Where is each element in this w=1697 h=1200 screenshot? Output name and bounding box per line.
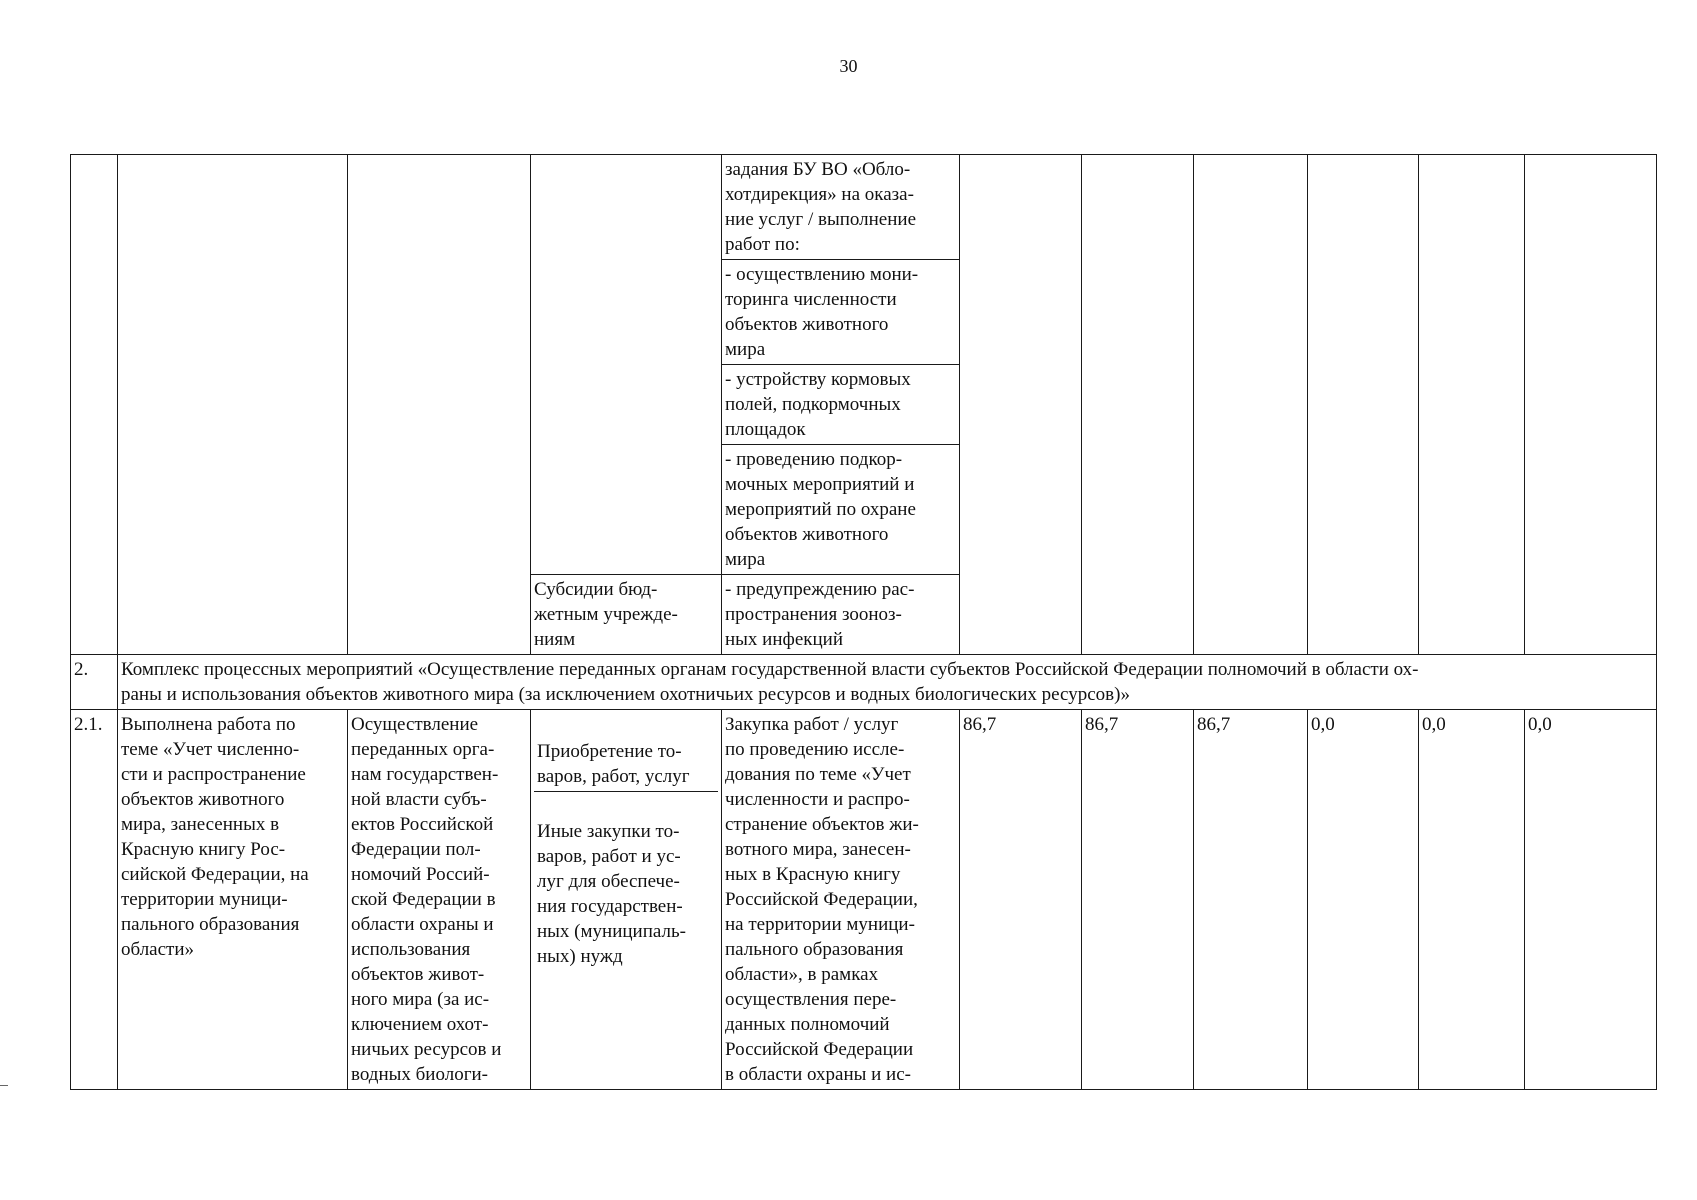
section-number: 2. xyxy=(71,655,118,710)
cell-value xyxy=(1082,155,1194,655)
cell-value xyxy=(1308,155,1419,655)
row-number: 2.1. xyxy=(71,710,118,1090)
continuation-row xyxy=(71,155,1657,260)
cell-description: - устройству кормовых полей, подкормочных площадок xyxy=(722,365,960,445)
section-title: Комплекс процессных мероприятий «Осуществление переданных органам государственной власти субъектов Российской Федерации полномочий в области ох- раны и использования объектов животного мира (за исключением охотничьих ресурсов и водных биологических ресурсов)» xyxy=(118,655,1657,710)
cell-expense-type xyxy=(531,155,722,575)
page-number: 30 xyxy=(839,56,858,76)
margin-mark xyxy=(0,1085,8,1086)
cell-expense-type: Субсидии бюд- жетным учрежде- ниям xyxy=(531,575,722,655)
cell-value xyxy=(960,155,1082,655)
cell-description: - осуществлению мони- торинга численности объектов животного мира xyxy=(722,260,960,365)
cell-value xyxy=(1419,155,1525,655)
budget-table xyxy=(70,154,1657,1090)
cell-result: Выполнена работа по теме «Учет численно- сти и распространение объектов животного мира, занесенных в Красную книгу Рос- сийской Федерации, на территории муници- пального образования области» xyxy=(118,710,348,1090)
cell-expense-type xyxy=(531,710,722,1090)
expense-type: Приобретение то- варов, работ, услуг xyxy=(534,737,718,792)
cell-description: Закупка работ / услуг по проведению иссле- дования по теме «Учет численности и распро- странение объектов жи- вотного мира, занесен- ных в Красную книгу Российской Федерации, на территории муници- пального образования области», в рамках осуществления пере- данных полномочий Российской Федерации в области охраны и ис- xyxy=(722,710,960,1090)
cell-value xyxy=(1525,155,1657,655)
cell-value: 86,7 xyxy=(960,710,1082,1090)
cell-number xyxy=(71,155,118,655)
cell-value: 0,0 xyxy=(1525,710,1657,1090)
cell-measure: Осуществление переданных орга- нам государствен- ной власти субъ- ектов Российской Федерации пол- номочий Россий- ской Федерации в области охраны и использования объектов живот- ного мира (за ис- ключением охот- ничьих ресурсов и водных биологи- xyxy=(348,710,531,1090)
cell-measure xyxy=(348,155,531,655)
expense-subtype: Иные закупки то- варов, работ и ус- луг для обеспече- ния государствен- ных (муниципаль- ных) нужд xyxy=(537,821,686,967)
cell-value: 86,7 xyxy=(1082,710,1194,1090)
cell-value xyxy=(1194,155,1308,655)
cell-value: 0,0 xyxy=(1419,710,1525,1090)
cell-description: - предупреждению рас- пространения зооноз- ных инфекций xyxy=(722,575,960,655)
section-row xyxy=(71,655,1657,710)
cell-value: 86,7 xyxy=(1194,710,1308,1090)
cell-result xyxy=(118,155,348,655)
cell-value: 0,0 xyxy=(1308,710,1419,1090)
table-row xyxy=(71,710,1657,1090)
cell-description: задания БУ ВО «Обло- хотдирекция» на оказа- ние услуг / выполнение работ по: xyxy=(722,155,960,260)
cell-description: - проведению подкор- мочных мероприятий и мероприятий по охране объектов животного мира xyxy=(722,445,960,575)
